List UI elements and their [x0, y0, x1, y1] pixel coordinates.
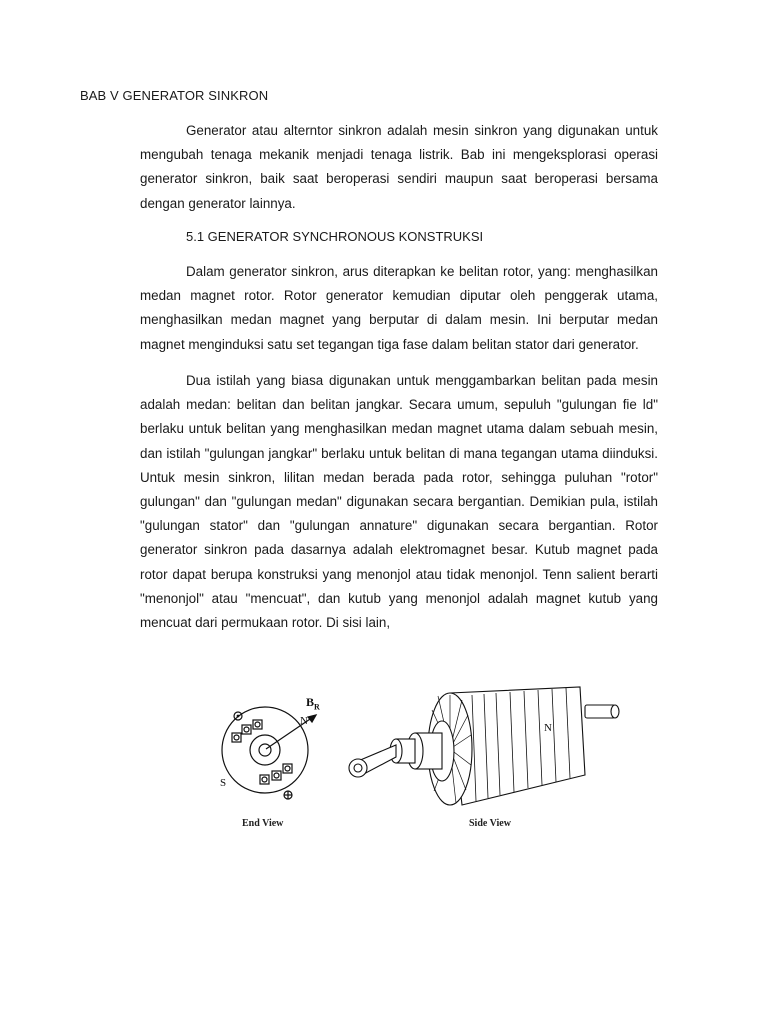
side-view-caption: Side View [469, 818, 511, 829]
rotor-figure [200, 665, 640, 835]
end-view-caption: End View [242, 818, 284, 829]
flux-label: $B_R$ [306, 695, 320, 712]
paragraph-intro: Generator atau alterntor sinkron adalah mesin sinkron yang digunakan untuk mengubah tenaga mekanik menjadi tenaga listrik. Bab ini mengeksplorasi operasi generator sinkron, baik saat beroperasi sendiri maupun saat beroperasi bersama dengan generator lainnya. [140, 123, 658, 211]
paragraph-windings: Dua istilah yang biasa digunakan untuk menggambarkan belitan pada mesin adalah medan: belitan dan belitan jangkar. Secara umum, sepuluh "gulungan fie ld" berlaku untuk belitan yang menghasilkan medan magnet utama dalam sebuah mesin, dan istilah "gulungan jangkar" berlaku untuk belitan di mana tegangan utama diinduksi. Untuk mesin sinkron, lilitan medan berada pada rotor, sehingga puluhan "rotor" gulungan" dan "gulungan medan" digunakan secara bergantian. Demikian pula, istilah "gulungan stator" dan "gulungan annature" digunakan secara bergantian. Rotor generator sinkron pada dasarnya adalah elektromagnet besar. Kutub magnet pada rotor dapat berupa konstruksi yang menonjol atau tidak menonjol. Tenn salient berarti "menonjol" atau "mencuat", dan kutub yang menonjol adalah magnet kutub yang mencuat dari permukaan rotor. Di sisi lain, [140, 373, 658, 631]
rotor-illustration [200, 665, 640, 835]
chapter-heading: BAB V GENERATOR SINKRON [80, 88, 269, 103]
south-pole-label-end: S [220, 777, 227, 789]
north-pole-label-end: N [300, 715, 308, 727]
section-heading: 5.1 GENERATOR SYNCHRONOUS KONSTRUKSI [186, 229, 484, 244]
paragraph-rotor: Dalam generator sinkron, arus diterapkan ke belitan rotor, yang: menghasilkan medan magnet rotor. Rotor generator kemudian diputar oleh penggerak utama, menghasilkan medan magnet yang berputar di dalam mesin. Ini berputar medan magnet menginduksi satu set tegangan tiga fase dalam belitan stator dari generator. [140, 264, 658, 352]
side-view-diagram [349, 687, 619, 805]
north-pole-label-side: N [544, 722, 552, 734]
